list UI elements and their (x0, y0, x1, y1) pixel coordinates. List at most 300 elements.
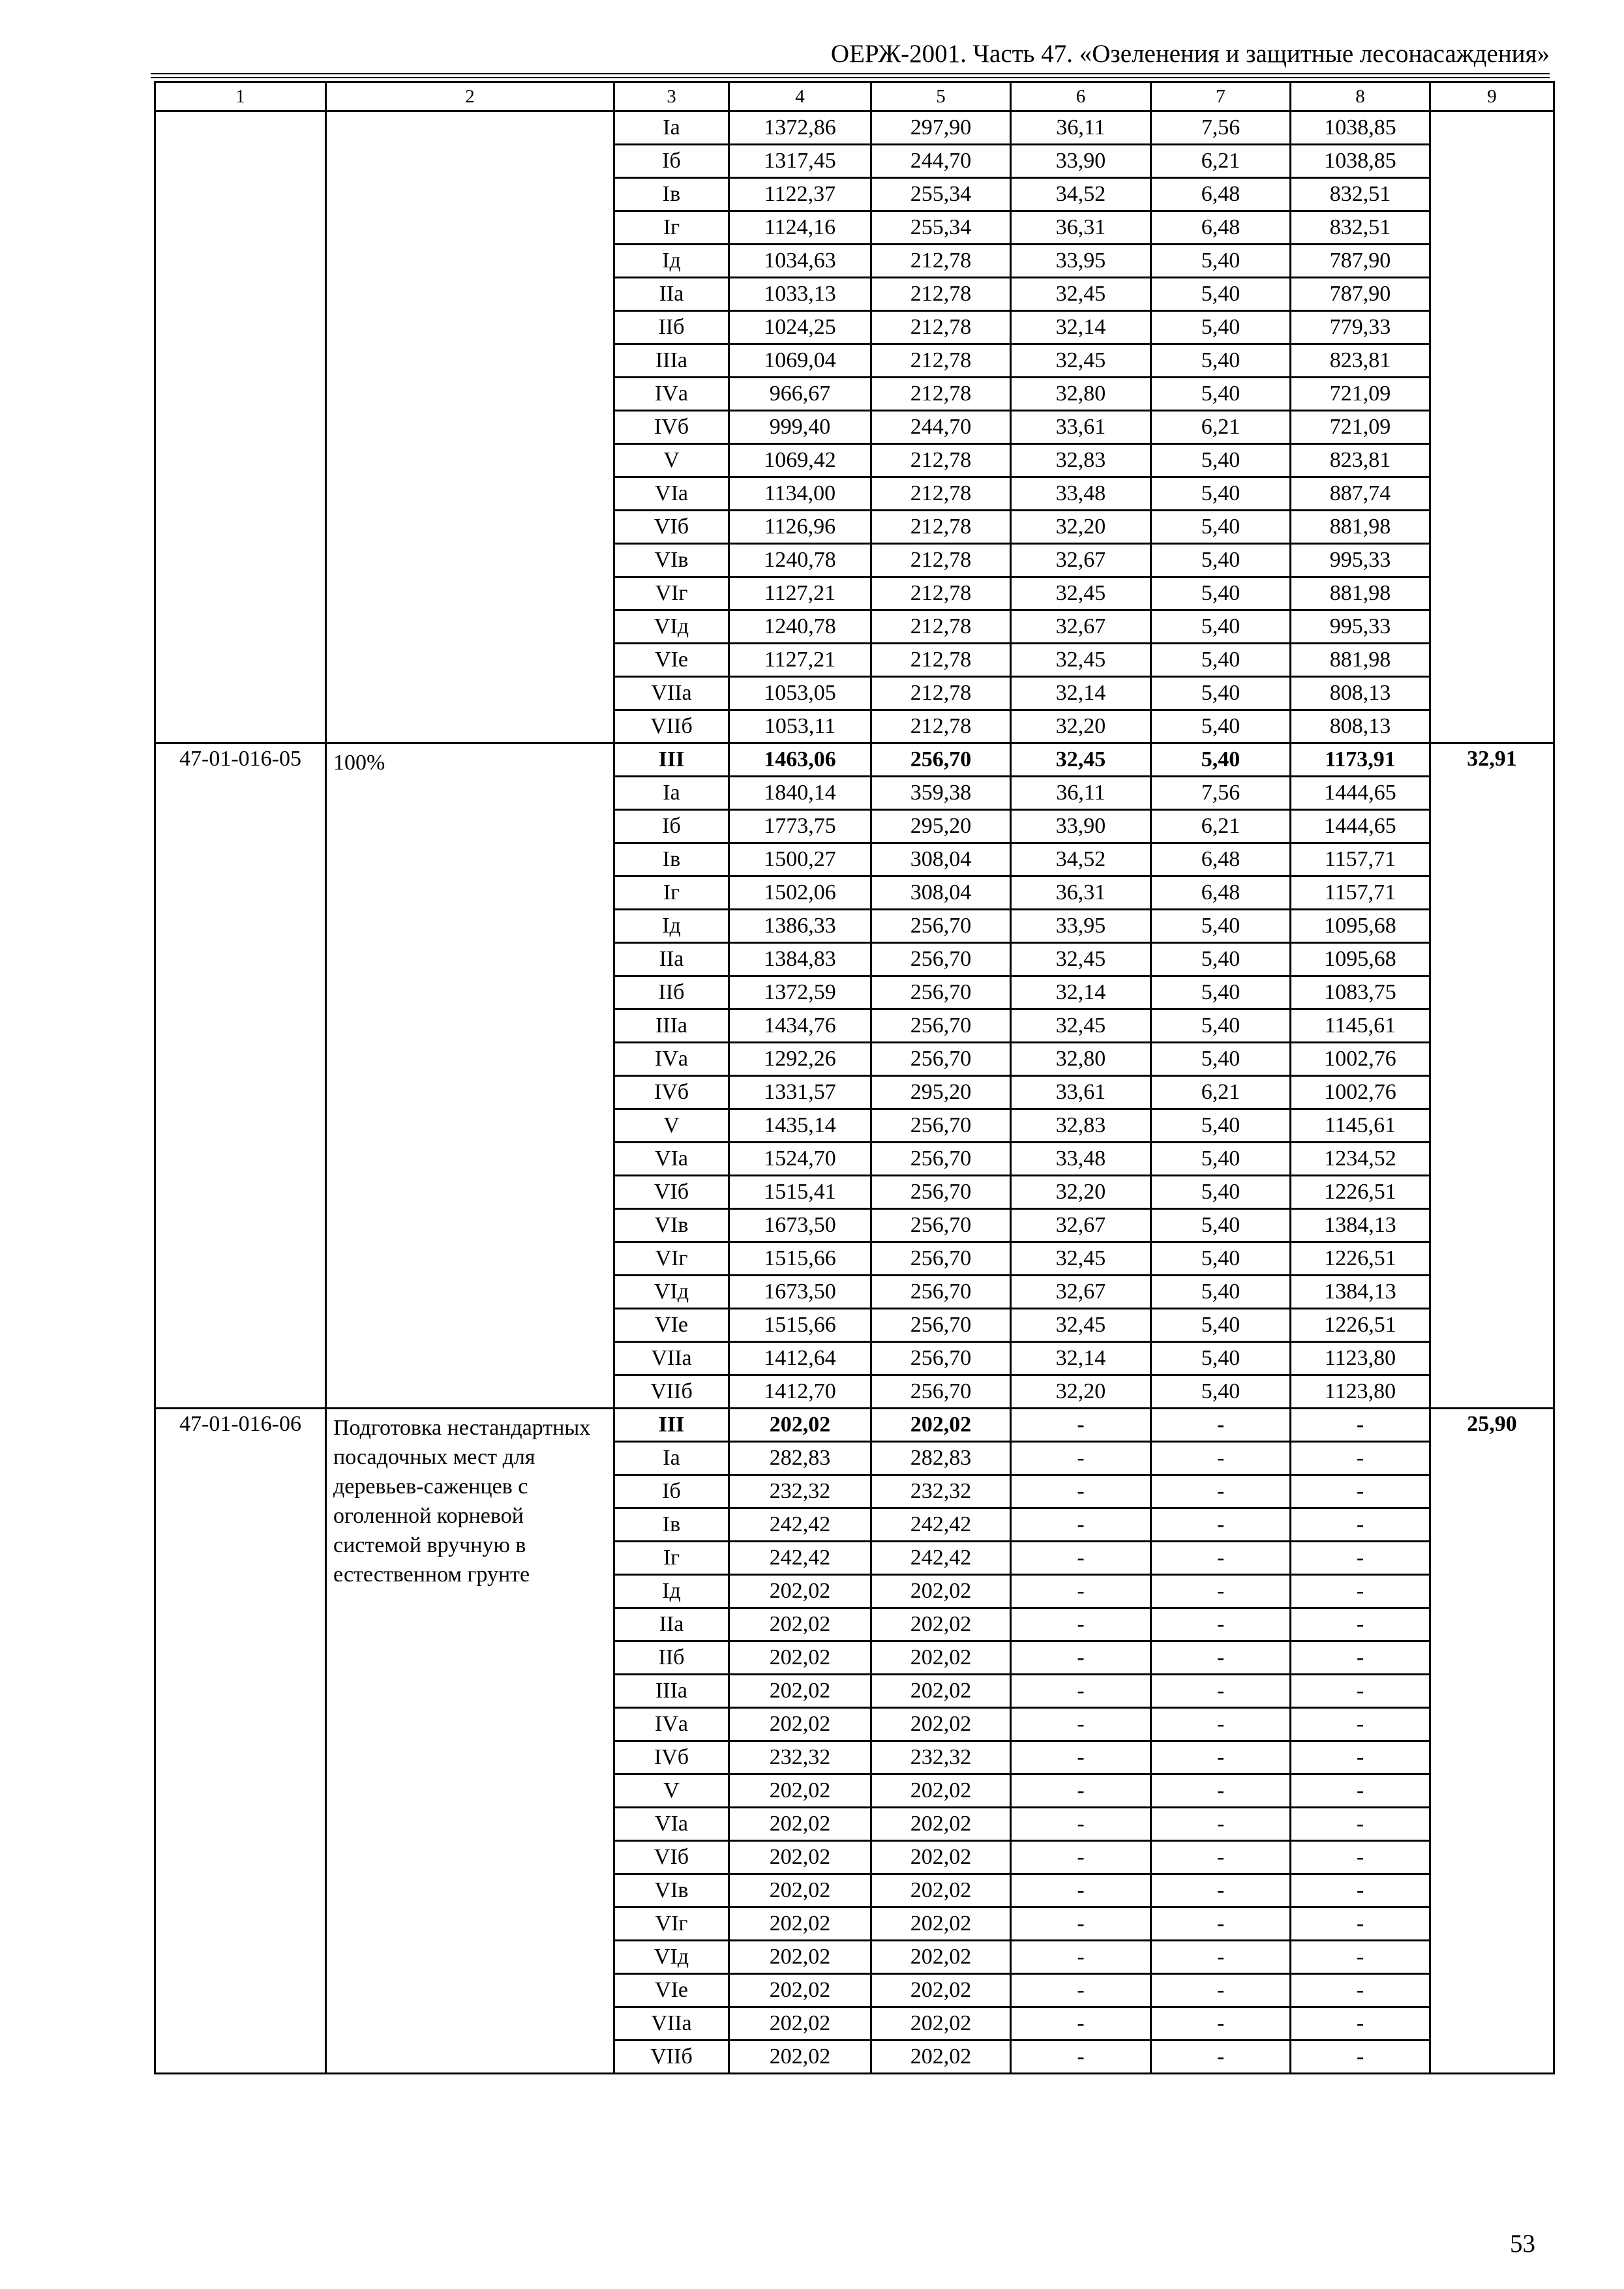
value-cell: 34,52 (1011, 843, 1151, 876)
value-cell: - (1291, 1542, 1430, 1575)
value-cell: 256,70 (871, 1242, 1011, 1276)
value-cell: 1127,21 (729, 644, 871, 677)
value-cell: - (1011, 1409, 1151, 1442)
zone-cell: VIа (614, 1143, 729, 1176)
value-cell: 5,40 (1151, 311, 1291, 344)
value-cell: 5,40 (1151, 1342, 1291, 1375)
value-cell: 779,33 (1291, 311, 1430, 344)
zone-cell: III (614, 1409, 729, 1442)
value-cell: 1157,71 (1291, 843, 1430, 876)
column-number: 3 (614, 82, 729, 112)
value-cell: 202,02 (729, 1841, 871, 1874)
zone-cell: VIа (614, 477, 729, 511)
value-cell: 1240,78 (729, 610, 871, 644)
value-cell: 1038,85 (1291, 145, 1430, 178)
value-cell: 5,40 (1151, 1276, 1291, 1309)
value-cell: - (1011, 2007, 1151, 2041)
value-cell: - (1151, 1808, 1291, 1841)
value-cell: 7,56 (1151, 112, 1291, 145)
table-body (155, 82, 1554, 2074)
value-cell: 32,14 (1011, 311, 1151, 344)
value-cell: 255,34 (871, 211, 1011, 245)
zone-cell: IVб (614, 411, 729, 444)
value-cell: 1069,42 (729, 444, 871, 477)
value-cell: 1292,26 (729, 1043, 871, 1076)
value-cell: 1372,59 (729, 976, 871, 1010)
value-cell: 1444,65 (1291, 810, 1430, 843)
value-cell: 256,70 (871, 1309, 1011, 1342)
value-cell: - (1011, 1841, 1151, 1874)
rate-total: 25,90 (1430, 1409, 1554, 2074)
value-cell: 212,78 (871, 511, 1011, 544)
value-cell: 255,34 (871, 178, 1011, 211)
value-cell: - (1011, 1542, 1151, 1575)
value-cell: 256,70 (871, 1375, 1011, 1409)
value-cell: 6,21 (1151, 145, 1291, 178)
value-cell: 823,81 (1291, 344, 1430, 378)
zone-cell: IIб (614, 1641, 729, 1675)
value-cell: 212,78 (871, 544, 1011, 577)
value-cell: 5,40 (1151, 544, 1291, 577)
value-cell: - (1011, 1442, 1151, 1475)
column-number: 4 (729, 82, 871, 112)
value-cell: 244,70 (871, 145, 1011, 178)
value-cell: 256,70 (871, 743, 1011, 777)
value-cell: 202,02 (729, 1874, 871, 1908)
zone-cell: VIд (614, 1276, 729, 1309)
value-cell: 212,78 (871, 311, 1011, 344)
value-cell: 881,98 (1291, 577, 1430, 610)
zone-cell: VIв (614, 1874, 729, 1908)
value-cell: 1372,86 (729, 112, 871, 145)
value-cell: 256,70 (871, 910, 1011, 943)
value-cell: 256,70 (871, 1010, 1011, 1043)
rate-code: 47-01-016-05 (155, 743, 326, 1409)
value-cell: - (1291, 1974, 1430, 2007)
value-cell: - (1151, 1908, 1291, 1941)
value-cell: - (1291, 1442, 1430, 1475)
value-cell: 202,02 (729, 1974, 871, 2007)
value-cell: 5,40 (1151, 644, 1291, 677)
value-cell: 32,67 (1011, 610, 1151, 644)
value-cell: 32,67 (1011, 1209, 1151, 1242)
value-cell: 202,02 (871, 1941, 1011, 1974)
value-cell: 6,21 (1151, 1076, 1291, 1109)
value-cell: - (1291, 1874, 1430, 1908)
value-cell: 212,78 (871, 644, 1011, 677)
value-cell: 5,40 (1151, 910, 1291, 943)
value-cell: 212,78 (871, 378, 1011, 411)
value-cell: 1134,00 (729, 477, 871, 511)
value-cell: 5,40 (1151, 1375, 1291, 1409)
value-cell: 32,83 (1011, 1109, 1151, 1143)
value-cell: 242,42 (729, 1508, 871, 1542)
value-cell: 1515,41 (729, 1176, 871, 1209)
value-cell: 32,14 (1011, 1342, 1151, 1375)
value-cell: - (1291, 1774, 1430, 1808)
rate-total: 32,91 (1430, 743, 1554, 1409)
value-cell: 256,70 (871, 976, 1011, 1010)
zone-cell: VIIб (614, 1375, 729, 1409)
value-cell: 32,45 (1011, 577, 1151, 610)
value-cell: 5,40 (1151, 444, 1291, 477)
value-cell: 36,31 (1011, 211, 1151, 245)
value-cell: 832,51 (1291, 178, 1430, 211)
value-cell: 295,20 (871, 1076, 1011, 1109)
zone-cell: IIIа (614, 1010, 729, 1043)
value-cell: 5,40 (1151, 477, 1291, 511)
value-cell: - (1011, 2041, 1151, 2074)
value-cell: - (1151, 1708, 1291, 1741)
value-cell: 202,02 (871, 1608, 1011, 1641)
column-number: 5 (871, 82, 1011, 112)
value-cell: 202,02 (729, 1808, 871, 1841)
value-cell: - (1151, 1774, 1291, 1808)
value-cell: 359,38 (871, 777, 1011, 810)
value-cell: 995,33 (1291, 544, 1430, 577)
value-cell: - (1291, 1941, 1430, 1974)
zone-cell: V (614, 1774, 729, 1808)
value-cell: 202,02 (729, 1409, 871, 1442)
value-cell: 32,20 (1011, 710, 1151, 743)
value-cell: 202,02 (729, 2007, 871, 2041)
value-cell: - (1151, 2041, 1291, 2074)
value-cell: 202,02 (871, 1774, 1011, 1808)
value-cell: 1515,66 (729, 1309, 871, 1342)
value-cell: 36,31 (1011, 876, 1151, 910)
zone-cell: V (614, 444, 729, 477)
zone-cell: Iд (614, 245, 729, 278)
value-cell: 999,40 (729, 411, 871, 444)
value-cell: 1126,96 (729, 511, 871, 544)
value-cell: 308,04 (871, 843, 1011, 876)
value-cell: - (1151, 1641, 1291, 1675)
value-cell: 212,78 (871, 677, 1011, 710)
value-cell: - (1151, 1575, 1291, 1608)
value-cell: 881,98 (1291, 511, 1430, 544)
value-cell: 212,78 (871, 444, 1011, 477)
value-cell: - (1151, 1841, 1291, 1874)
value-cell: 33,95 (1011, 245, 1151, 278)
zone-cell: Iа (614, 112, 729, 145)
value-cell: 1331,57 (729, 1076, 871, 1109)
value-cell: - (1011, 1941, 1151, 1974)
value-cell: 202,02 (871, 1675, 1011, 1708)
value-cell: 5,40 (1151, 278, 1291, 311)
value-cell: 282,83 (729, 1442, 871, 1475)
value-cell: 5,40 (1151, 743, 1291, 777)
value-cell: 202,02 (871, 1575, 1011, 1608)
value-cell: 1673,50 (729, 1209, 871, 1242)
zone-cell: Iа (614, 777, 729, 810)
zone-cell: VIг (614, 1908, 729, 1941)
zone-cell: VIг (614, 577, 729, 610)
value-cell: - (1151, 2007, 1291, 2041)
running-header: ОЕРЖ-2001. Часть 47. «Озеленения и защитные лесонасаждения» (830, 40, 1550, 68)
zone-cell: VIIа (614, 2007, 729, 2041)
value-cell: 32,67 (1011, 544, 1151, 577)
value-cell: 5,40 (1151, 1143, 1291, 1176)
value-cell: 202,02 (729, 1908, 871, 1941)
value-cell: 823,81 (1291, 444, 1430, 477)
value-cell: 1083,75 (1291, 976, 1430, 1010)
value-cell: - (1291, 1475, 1430, 1508)
value-cell: 32,45 (1011, 1242, 1151, 1276)
value-cell: 1234,52 (1291, 1143, 1430, 1176)
value-cell: 1145,61 (1291, 1109, 1430, 1143)
value-cell: 36,11 (1011, 777, 1151, 810)
value-cell: 34,52 (1011, 178, 1151, 211)
value-cell: 787,90 (1291, 245, 1430, 278)
value-cell: 202,02 (871, 1908, 1011, 1941)
rate-description: Подготовка нестандартных посадочных мест для деревьев-саженцев с оголенной корневой системой вручную в естественном грунте (326, 1409, 614, 2074)
value-cell: 832,51 (1291, 211, 1430, 245)
zone-cell: Iв (614, 1508, 729, 1542)
header-rule (151, 73, 1550, 74)
value-cell: - (1291, 1808, 1430, 1841)
zone-cell: VIа (614, 1808, 729, 1841)
value-cell: - (1291, 1908, 1430, 1941)
value-cell: 212,78 (871, 710, 1011, 743)
value-cell: 32,20 (1011, 1375, 1151, 1409)
value-cell: 202,02 (729, 1575, 871, 1608)
zone-cell: IIа (614, 278, 729, 311)
value-cell: 212,78 (871, 610, 1011, 644)
value-cell: 1033,13 (729, 278, 871, 311)
value-cell: 32,20 (1011, 1176, 1151, 1209)
header-rule-double (151, 77, 1550, 78)
value-cell: 5,40 (1151, 610, 1291, 644)
zone-cell: VIIб (614, 710, 729, 743)
value-cell: 256,70 (871, 1143, 1011, 1176)
value-cell: 202,02 (871, 1708, 1011, 1741)
value-cell: 212,78 (871, 344, 1011, 378)
value-cell: 32,14 (1011, 677, 1151, 710)
value-cell: 32,20 (1011, 511, 1151, 544)
rate-total (1430, 112, 1554, 743)
value-cell: - (1291, 1409, 1430, 1442)
value-cell: - (1151, 1974, 1291, 2007)
value-cell: 1038,85 (1291, 112, 1430, 145)
value-cell: 5,40 (1151, 344, 1291, 378)
zone-cell: V (614, 1109, 729, 1143)
value-cell: 5,40 (1151, 1242, 1291, 1276)
rate-description (326, 112, 614, 743)
value-cell: 6,48 (1151, 876, 1291, 910)
zone-cell: Iв (614, 843, 729, 876)
value-cell: 6,48 (1151, 843, 1291, 876)
value-cell: 202,02 (729, 1675, 871, 1708)
value-cell: 202,02 (729, 1708, 871, 1741)
value-cell: - (1151, 1508, 1291, 1542)
value-cell: 6,21 (1151, 411, 1291, 444)
value-cell: 32,67 (1011, 1276, 1151, 1309)
value-cell: 1095,68 (1291, 943, 1430, 976)
value-cell: 1157,71 (1291, 876, 1430, 910)
value-cell: - (1011, 1874, 1151, 1908)
value-cell: 232,32 (871, 1741, 1011, 1774)
value-cell: 1226,51 (1291, 1309, 1430, 1342)
table-row-summary (155, 743, 1554, 777)
zone-cell: VIIа (614, 677, 729, 710)
value-cell: 32,45 (1011, 278, 1151, 311)
zone-cell: VIе (614, 644, 729, 677)
zone-cell: IIIа (614, 344, 729, 378)
zone-cell: Iг (614, 1542, 729, 1575)
value-cell: 33,95 (1011, 910, 1151, 943)
zone-cell: VIд (614, 610, 729, 644)
zone-cell: IIа (614, 943, 729, 976)
value-cell: 1386,33 (729, 910, 871, 943)
zone-cell: Iд (614, 910, 729, 943)
value-cell: 212,78 (871, 577, 1011, 610)
zone-cell: VIб (614, 1176, 729, 1209)
value-cell: 1002,76 (1291, 1076, 1430, 1109)
value-cell: 1673,50 (729, 1276, 871, 1309)
zone-cell: Iг (614, 876, 729, 910)
value-cell: 202,02 (871, 1974, 1011, 2007)
value-cell: - (1011, 1575, 1151, 1608)
value-cell: 232,32 (871, 1475, 1011, 1508)
value-cell: 1123,80 (1291, 1375, 1430, 1409)
value-cell: 32,83 (1011, 444, 1151, 477)
value-cell: - (1291, 1708, 1430, 1741)
value-cell: 1515,66 (729, 1242, 871, 1276)
value-cell: 1384,13 (1291, 1209, 1430, 1242)
value-cell: 5,40 (1151, 976, 1291, 1010)
value-cell: 202,02 (871, 1874, 1011, 1908)
value-cell: 232,32 (729, 1475, 871, 1508)
value-cell: 1034,63 (729, 245, 871, 278)
value-cell: 256,70 (871, 1043, 1011, 1076)
value-cell: 1500,27 (729, 843, 871, 876)
value-cell: 1122,37 (729, 178, 871, 211)
value-cell: 33,90 (1011, 145, 1151, 178)
value-cell: - (1151, 1409, 1291, 1442)
rate-code (155, 112, 326, 743)
value-cell: 1123,80 (1291, 1342, 1430, 1375)
value-cell: 202,02 (871, 1409, 1011, 1442)
value-cell: - (1011, 1908, 1151, 1941)
value-cell: 5,40 (1151, 378, 1291, 411)
value-cell: - (1291, 1575, 1430, 1608)
zone-cell: IVб (614, 1076, 729, 1109)
column-number-row (155, 82, 1554, 112)
value-cell: 32,45 (1011, 943, 1151, 976)
value-cell: 202,02 (871, 2041, 1011, 2074)
value-cell: 1002,76 (1291, 1043, 1430, 1076)
value-cell: 202,02 (729, 2041, 871, 2074)
value-cell: - (1151, 1542, 1291, 1575)
value-cell: 33,48 (1011, 477, 1151, 511)
value-cell: 1463,06 (729, 743, 871, 777)
value-cell: 32,80 (1011, 1043, 1151, 1076)
zone-cell: VIб (614, 1841, 729, 1874)
value-cell: 1069,04 (729, 344, 871, 378)
value-cell: 33,61 (1011, 1076, 1151, 1109)
value-cell: 5,40 (1151, 1043, 1291, 1076)
value-cell: 295,20 (871, 810, 1011, 843)
value-cell: 1384,83 (729, 943, 871, 976)
value-cell: 202,02 (871, 2007, 1011, 2041)
value-cell: - (1011, 1641, 1151, 1675)
value-cell: 5,40 (1151, 577, 1291, 610)
value-cell: - (1011, 1974, 1151, 2007)
zone-cell: VIв (614, 1209, 729, 1242)
value-cell: 5,40 (1151, 677, 1291, 710)
value-cell: 1502,06 (729, 876, 871, 910)
value-cell: - (1151, 1941, 1291, 1974)
value-cell: 32,80 (1011, 378, 1151, 411)
zone-cell: Iв (614, 178, 729, 211)
value-cell: 282,83 (871, 1442, 1011, 1475)
value-cell: 202,02 (871, 1841, 1011, 1874)
value-cell: 5,40 (1151, 1176, 1291, 1209)
value-cell: 881,98 (1291, 644, 1430, 677)
value-cell: 6,48 (1151, 178, 1291, 211)
zone-cell: III (614, 743, 729, 777)
value-cell: - (1291, 1675, 1430, 1708)
zone-cell: IIб (614, 311, 729, 344)
zone-cell: Iг (614, 211, 729, 245)
value-cell: 32,45 (1011, 743, 1151, 777)
value-cell: - (1151, 1475, 1291, 1508)
value-cell: 297,90 (871, 112, 1011, 145)
rate-description: 100% (326, 743, 614, 1409)
value-cell: 36,11 (1011, 112, 1151, 145)
value-cell: - (1011, 1774, 1151, 1808)
value-cell: - (1291, 1508, 1430, 1542)
zone-cell: IVа (614, 1043, 729, 1076)
zone-cell: VIIб (614, 2041, 729, 2074)
page-number: 53 (1510, 2230, 1535, 2258)
value-cell: 6,48 (1151, 211, 1291, 245)
value-cell: 32,45 (1011, 1309, 1151, 1342)
value-cell: 1317,45 (729, 145, 871, 178)
value-cell: 1173,91 (1291, 743, 1430, 777)
value-cell: 202,02 (729, 1774, 871, 1808)
value-cell: 202,02 (729, 1641, 871, 1675)
value-cell: 1240,78 (729, 544, 871, 577)
value-cell: 33,61 (1011, 411, 1151, 444)
zone-cell: Iб (614, 1475, 729, 1508)
value-cell: 1053,05 (729, 677, 871, 710)
column-number: 8 (1291, 82, 1430, 112)
value-cell: 887,74 (1291, 477, 1430, 511)
value-cell: 1840,14 (729, 777, 871, 810)
value-cell: 32,45 (1011, 1010, 1151, 1043)
value-cell: - (1011, 1708, 1151, 1741)
zone-cell: VIв (614, 544, 729, 577)
value-cell: - (1151, 1675, 1291, 1708)
table-row (155, 112, 1554, 145)
value-cell: 256,70 (871, 1176, 1011, 1209)
value-cell: 808,13 (1291, 677, 1430, 710)
value-cell: 1053,11 (729, 710, 871, 743)
value-cell: 1773,75 (729, 810, 871, 843)
zone-cell: VIе (614, 1309, 729, 1342)
value-cell: 256,70 (871, 1342, 1011, 1375)
zone-cell: IVа (614, 1708, 729, 1741)
value-cell: 1024,25 (729, 311, 871, 344)
value-cell: 244,70 (871, 411, 1011, 444)
value-cell: 5,40 (1151, 1309, 1291, 1342)
value-cell: 242,42 (871, 1542, 1011, 1575)
value-cell: - (1291, 1608, 1430, 1641)
value-cell: 202,02 (871, 1808, 1011, 1841)
value-cell: 1145,61 (1291, 1010, 1430, 1043)
value-cell: 32,45 (1011, 644, 1151, 677)
